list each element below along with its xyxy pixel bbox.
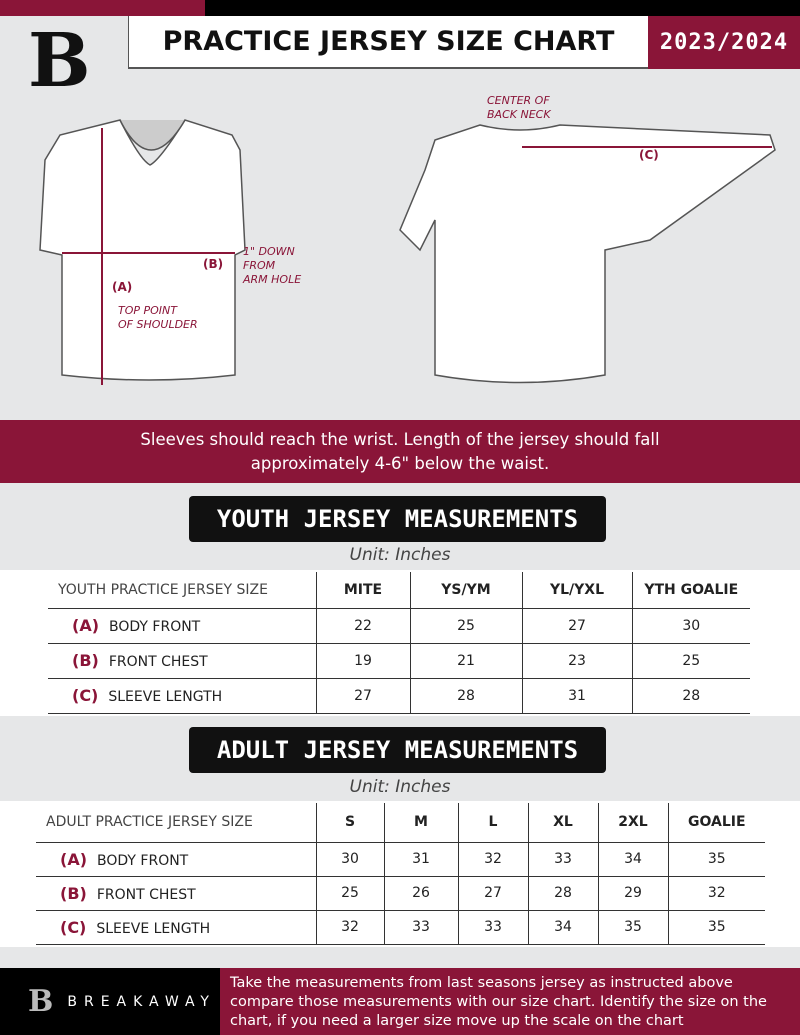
footer-brand-name: BREAKAWAY <box>67 993 216 1010</box>
column-header: M <box>384 803 458 842</box>
table-cell: 30 <box>316 842 384 876</box>
table-cell: 19 <box>316 643 410 678</box>
measure-code: (A) <box>60 849 88 869</box>
table-cell: 27 <box>316 678 410 713</box>
table-cell: 21 <box>410 643 522 678</box>
table-row <box>48 608 750 643</box>
measure-name: BODY FRONT <box>109 619 201 635</box>
table-cell: 33 <box>384 910 458 944</box>
table-cell: 25 <box>632 643 750 678</box>
adult-unit: Unit: Inches <box>349 777 451 797</box>
column-header: L <box>458 803 528 842</box>
table-cell: 28 <box>632 678 750 713</box>
brand-logo: B <box>28 18 91 104</box>
front-jersey-outline <box>40 120 245 380</box>
row-label <box>36 842 316 876</box>
column-header: YOUTH PRACTICE JERSEY SIZE <box>48 572 316 608</box>
table-cell: 22 <box>316 608 410 643</box>
table-cell: 32 <box>668 876 765 910</box>
table-header-row <box>36 803 765 842</box>
table-cell: 33 <box>528 842 598 876</box>
top-bar <box>205 0 800 16</box>
column-header: YS/YM <box>410 572 522 608</box>
measure-code: (B) <box>60 883 87 903</box>
back-jersey-outline <box>400 125 775 383</box>
column-header: GOALIE <box>668 803 765 842</box>
column-header: XL <box>528 803 598 842</box>
note-c: CENTER OF BACK NECK <box>487 94 551 121</box>
measure-code: (C) <box>72 686 99 705</box>
table-cell: 35 <box>668 842 765 876</box>
column-header: YL/YXL <box>522 572 632 608</box>
table-cell: 31 <box>522 678 632 713</box>
table-cell: 27 <box>522 608 632 643</box>
row-label <box>48 678 316 713</box>
label-c: (C) <box>639 148 659 162</box>
table-cell: 26 <box>384 876 458 910</box>
row-label <box>36 910 316 944</box>
measure-name: SLEEVE LENGTH <box>96 920 211 937</box>
season-label: 2023/2024 <box>648 16 800 69</box>
youth-title: YOUTH JERSEY MEASUREMENTS <box>189 496 606 542</box>
note-b: 1" DOWN FROM ARM HOLE <box>243 245 302 286</box>
table-cell: 33 <box>458 910 528 944</box>
column-header: ADULT PRACTICE JERSEY SIZE <box>36 803 316 842</box>
column-header: YTH GOALIE <box>632 572 750 608</box>
table-cell: 25 <box>410 608 522 643</box>
measure-name: SLEEVE LENGTH <box>108 689 223 705</box>
jersey-diagram <box>0 90 800 420</box>
table-row <box>36 842 765 876</box>
column-header: 2XL <box>598 803 668 842</box>
table-cell: 34 <box>598 842 668 876</box>
top-bar-accent <box>0 0 205 16</box>
column-header: S <box>316 803 384 842</box>
table-cell: 28 <box>410 678 522 713</box>
footer-logo: B <box>28 984 54 1019</box>
table-row <box>36 910 765 944</box>
row-label <box>48 608 316 643</box>
adult-table <box>36 803 765 945</box>
measure-code: (A) <box>72 616 100 635</box>
measure-code: (C) <box>60 917 87 937</box>
youth-unit: Unit: Inches <box>349 545 451 565</box>
measure-name: FRONT CHEST <box>108 654 208 670</box>
table-cell: 34 <box>528 910 598 944</box>
instructions-text: Sleeves should reach the wrist. Length of the jersey should fall approximately 4-6" below the waist. <box>140 430 660 473</box>
youth-table <box>48 572 750 714</box>
table-row <box>36 876 765 910</box>
measure-name: FRONT CHEST <box>96 886 196 903</box>
table-cell: 28 <box>528 876 598 910</box>
row-label <box>36 876 316 910</box>
page-title: PRACTICE JERSEY SIZE CHART <box>128 16 648 69</box>
table-cell: 32 <box>458 842 528 876</box>
table-cell: 35 <box>668 910 765 944</box>
measure-name: BODY FRONT <box>97 852 189 869</box>
table-cell: 27 <box>458 876 528 910</box>
table-cell: 29 <box>598 876 668 910</box>
note-a: TOP POINT OF SHOULDER <box>118 304 198 331</box>
table-row <box>48 643 750 678</box>
table-cell: 35 <box>598 910 668 944</box>
label-a: (A) <box>112 280 133 294</box>
measure-code: (B) <box>72 651 99 670</box>
table-cell: 32 <box>316 910 384 944</box>
row-label <box>48 643 316 678</box>
table-cell: 23 <box>522 643 632 678</box>
footer-brand <box>0 968 220 1035</box>
column-header: MITE <box>316 572 410 608</box>
table-cell: 31 <box>384 842 458 876</box>
footer-text: Take the measurements from last seasons jersey as instructed above compare those measurements with our size chart. Identify the size on the chart, if you need a larger size move up the scale on the chart <box>220 968 800 1035</box>
table-cell: 25 <box>316 876 384 910</box>
table-header-row <box>48 572 750 608</box>
instructions-band <box>0 420 800 483</box>
adult-title: ADULT JERSEY MEASUREMENTS <box>189 727 606 773</box>
table-cell: 30 <box>632 608 750 643</box>
label-b: (B) <box>203 257 224 271</box>
table-row <box>48 678 750 713</box>
